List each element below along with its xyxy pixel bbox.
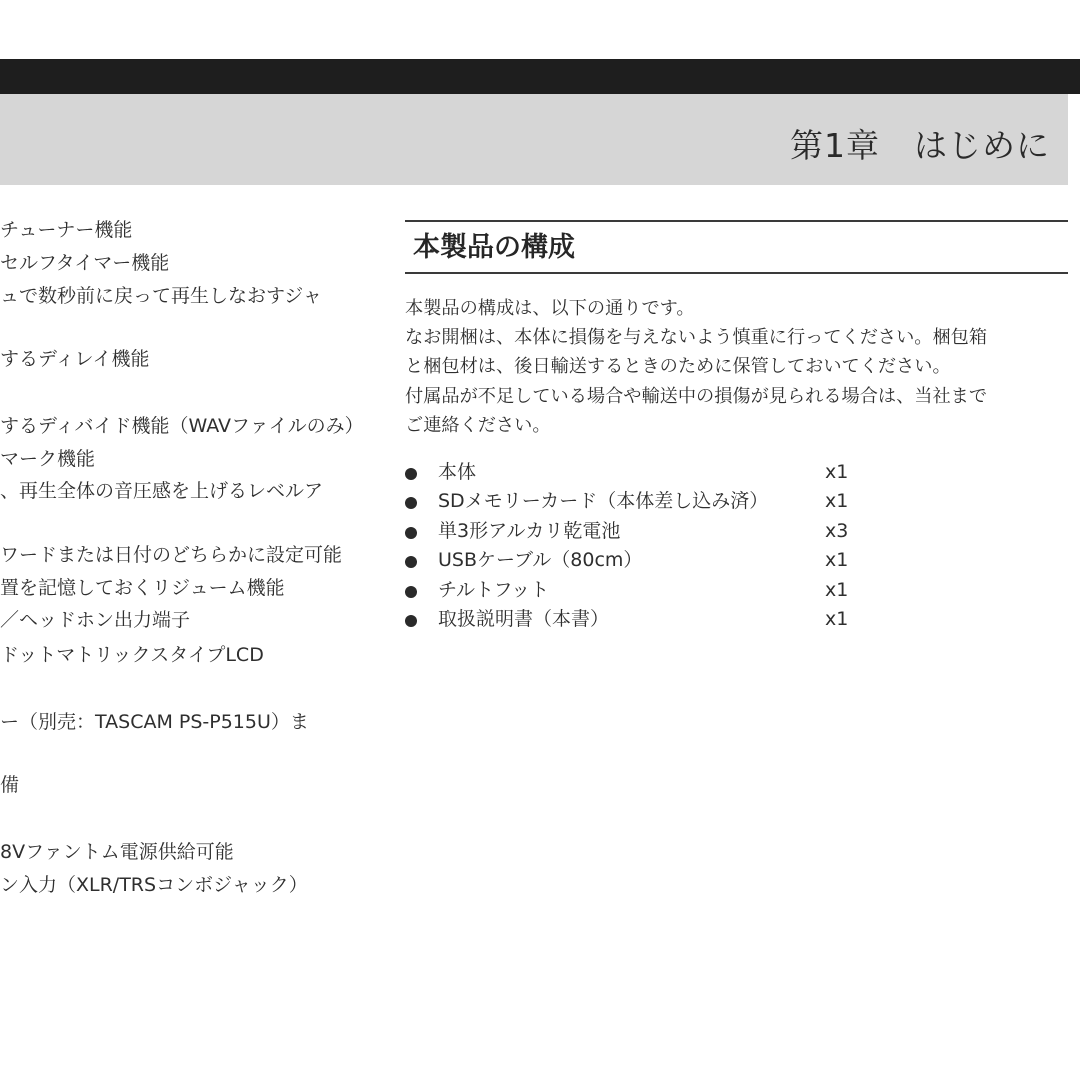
left-column-text: [0, 0, 395, 1080]
item-name: SDメモリーカード（本体差し込み済）: [438, 490, 769, 512]
list-item: [405, 461, 865, 487]
list-item: [405, 579, 865, 605]
left-line: チューナー機能: [0, 219, 133, 241]
left-line: セルフタイマー機能: [0, 252, 170, 274]
list-item: [405, 608, 865, 634]
chapter-title: 第1章 はじめに: [790, 126, 1050, 165]
section-paragraph-line: 本製品の構成は、以下の通りです。: [405, 298, 695, 319]
left-line: 、再生全体の音圧感を上げるレベルア: [0, 480, 324, 502]
bullet-icon: [405, 527, 417, 539]
left-line: ン入力（XLR/TRSコンボジャック）: [0, 874, 308, 896]
left-line: 置を記憶しておくリジューム機能: [0, 577, 285, 599]
section-paragraph-line: 付属品が不足している場合や輸送中の損傷が見られる場合は、当社まで: [405, 386, 988, 407]
item-quantity: x3: [825, 520, 849, 542]
bullet-icon: [405, 468, 417, 480]
item-name: チルトフット: [438, 579, 550, 601]
left-line: ー（別売：TASCAM PS-P515U）ま: [0, 711, 309, 733]
item-quantity: x1: [825, 461, 849, 483]
list-item: [405, 549, 865, 575]
section-bottom-rule: [405, 272, 1068, 274]
section-paragraph-line: ご連絡ください。: [405, 415, 551, 436]
bullet-icon: [405, 556, 417, 568]
bullet-icon: [405, 586, 417, 598]
left-line: するディバイド機能（WAVファイルのみ）: [0, 415, 364, 437]
item-name: 単3形アルカリ乾電池: [438, 520, 621, 542]
left-line: するディレイ機能: [0, 348, 150, 370]
left-line: ／ヘッドホン出力端子: [0, 609, 191, 631]
bullet-icon: [405, 497, 417, 509]
section-top-rule: [405, 220, 1068, 222]
section-heading: 本製品の構成: [413, 232, 575, 263]
item-name: 取扱説明書（本書）: [438, 608, 610, 630]
item-quantity: x1: [825, 490, 849, 512]
section-paragraph-line: なお開梱は、本体に損傷を与えないよう慎重に行ってください。梱包箱: [405, 327, 988, 348]
list-item: [405, 520, 865, 546]
item-quantity: x1: [825, 579, 849, 601]
bullet-icon: [405, 615, 417, 627]
item-quantity: x1: [825, 549, 849, 571]
left-line: ュで数秒前に戻って再生しなおすジャ: [0, 285, 322, 307]
section-paragraph-line: と梱包材は、後日輸送するときのために保管しておいてください。: [405, 356, 951, 377]
left-line: ドットマトリックスタイプLCD: [0, 644, 264, 666]
left-line: 8Vファントム電源供給可能: [0, 841, 234, 863]
item-quantity: x1: [825, 608, 849, 630]
item-name: USBケーブル（80cm）: [438, 549, 643, 571]
list-item: [405, 490, 865, 516]
item-name: 本体: [438, 461, 477, 483]
left-line: マーク機能: [0, 448, 96, 470]
left-line: 備: [0, 774, 20, 796]
left-line: ワードまたは日付のどちらかに設定可能: [0, 544, 343, 566]
